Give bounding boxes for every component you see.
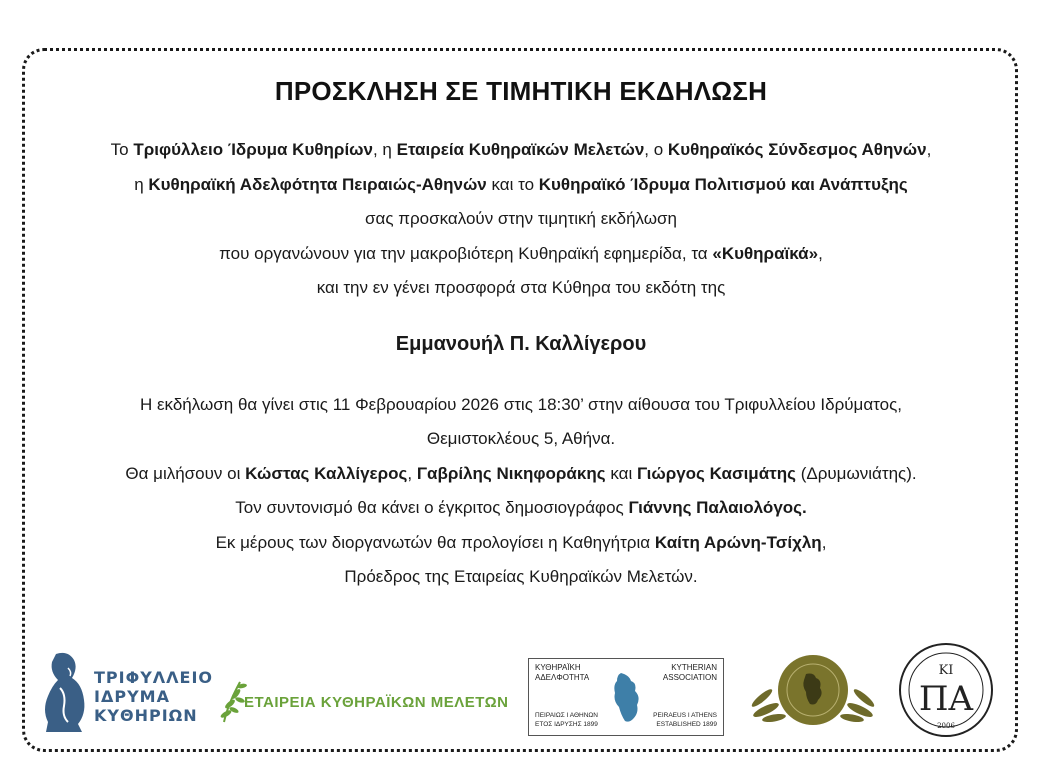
kipa-letters: ΠΑ xyxy=(918,679,974,719)
kipa-seal-icon xyxy=(896,642,996,738)
etaireia-logo xyxy=(218,674,508,724)
kythera-island-map-icon xyxy=(607,671,647,725)
lion-statue-icon xyxy=(38,648,94,734)
details-line-2: Θεμιστοκλέους 5, Αθήνα. xyxy=(426,429,616,448)
intro-line-1: Το Τριφύλλειο Ίδρυμα Κυθηρίων, η Εταιρεία Κυθηραϊκών Μελετών, ο Κυθηραϊκός Σύνδεσμος Αθηνών, xyxy=(110,140,932,159)
trifylleio-logo xyxy=(38,648,213,734)
etaireia-text: ΕΤΑΙΡΕΙΑ ΚΥΘΗΡΑΪΚΩΝ ΜΕΛΕΤΩΝ xyxy=(244,694,509,711)
kipa-monogram: ΚΙ xyxy=(938,663,954,678)
details-line-3: Θα μιλήσουν οι Κώστας Καλλίγερος, Γαβρίλης Νικηφοράκης και Γιώργος Κασιμάτης (Δρυμωνιάτης). xyxy=(125,464,917,483)
kipa-year: 2006 xyxy=(937,722,955,730)
intro-line-4: που οργανώνουν για την μακροβιότερη Κυθηραϊκή εφημερίδα, τα «Κυθηραϊκά», xyxy=(219,244,823,263)
kipa-logo xyxy=(896,642,996,738)
details-line-6: Πρόεδρος της Εταιρείας Κυθηραϊκών Μελετών. xyxy=(344,567,698,586)
details-line-1: Η εκδήλωση θα γίνει στις 11 Φεβρουαρίου 2026 στις 18:30’ στην αίθουσα του Τριφυλλείου Ιδρύματος, xyxy=(139,395,903,414)
trifylleio-text: ΤΡΙΦΥΛΛΕΙΟ ΙΔΡΥΜΑ ΚΥΘΗΡΙΩΝ xyxy=(94,668,214,725)
syndesmos-seal-logo xyxy=(746,652,880,732)
sponsor-logos xyxy=(30,640,1010,740)
intro-line-2: η Κυθηραϊκή Αδελφότητα Πειραιώς-Αθηνών και το Κυθηραϊκό Ίδρυμα Πολιτισμού και Ανάπτυξης xyxy=(134,175,908,194)
adelfotita-logo: ΚΥΘΗΡΑΪΚΗ ΑΔΕΛΦΟΤΗΤΑ KYTHERIAN ASSOCIATION ΠΕΙΡΑΙΩΣ Ι ΑΘΗΝΩΝ ΕΤΟΣ ΙΔΡΥΣΗΣ 1899 PEIRAEUS I ATHENS ESTABLISHED 1899 xyxy=(528,658,724,736)
honoree-name: Εμμανουήλ Π. Καλλίγερου xyxy=(395,333,647,355)
laurel-wreath-seal-icon xyxy=(746,652,880,732)
intro-line-3: σας προσκαλούν στην τιμητική εκδήλωση xyxy=(365,209,677,228)
details-line-4: Τον συντονισμό θα κάνει ο έγκριτος δημοσιογράφος Γιάννης Παλαιολόγος. xyxy=(235,498,807,517)
details-line-5: Εκ μέρους των διοργανωτών θα προλογίσει η Καθηγήτρια Καίτη Αρώνη-Τσίχλη, xyxy=(215,533,827,552)
page-title: ΠΡΟΣΚΛΗΣΗ ΣΕ ΤΙΜΗΤΙΚΗ ΕΚΔΗΛΩΣΗ xyxy=(274,76,768,106)
intro-line-5: και την εν γένει προσφορά στα Κύθηρα του εκδότη της xyxy=(316,278,726,297)
